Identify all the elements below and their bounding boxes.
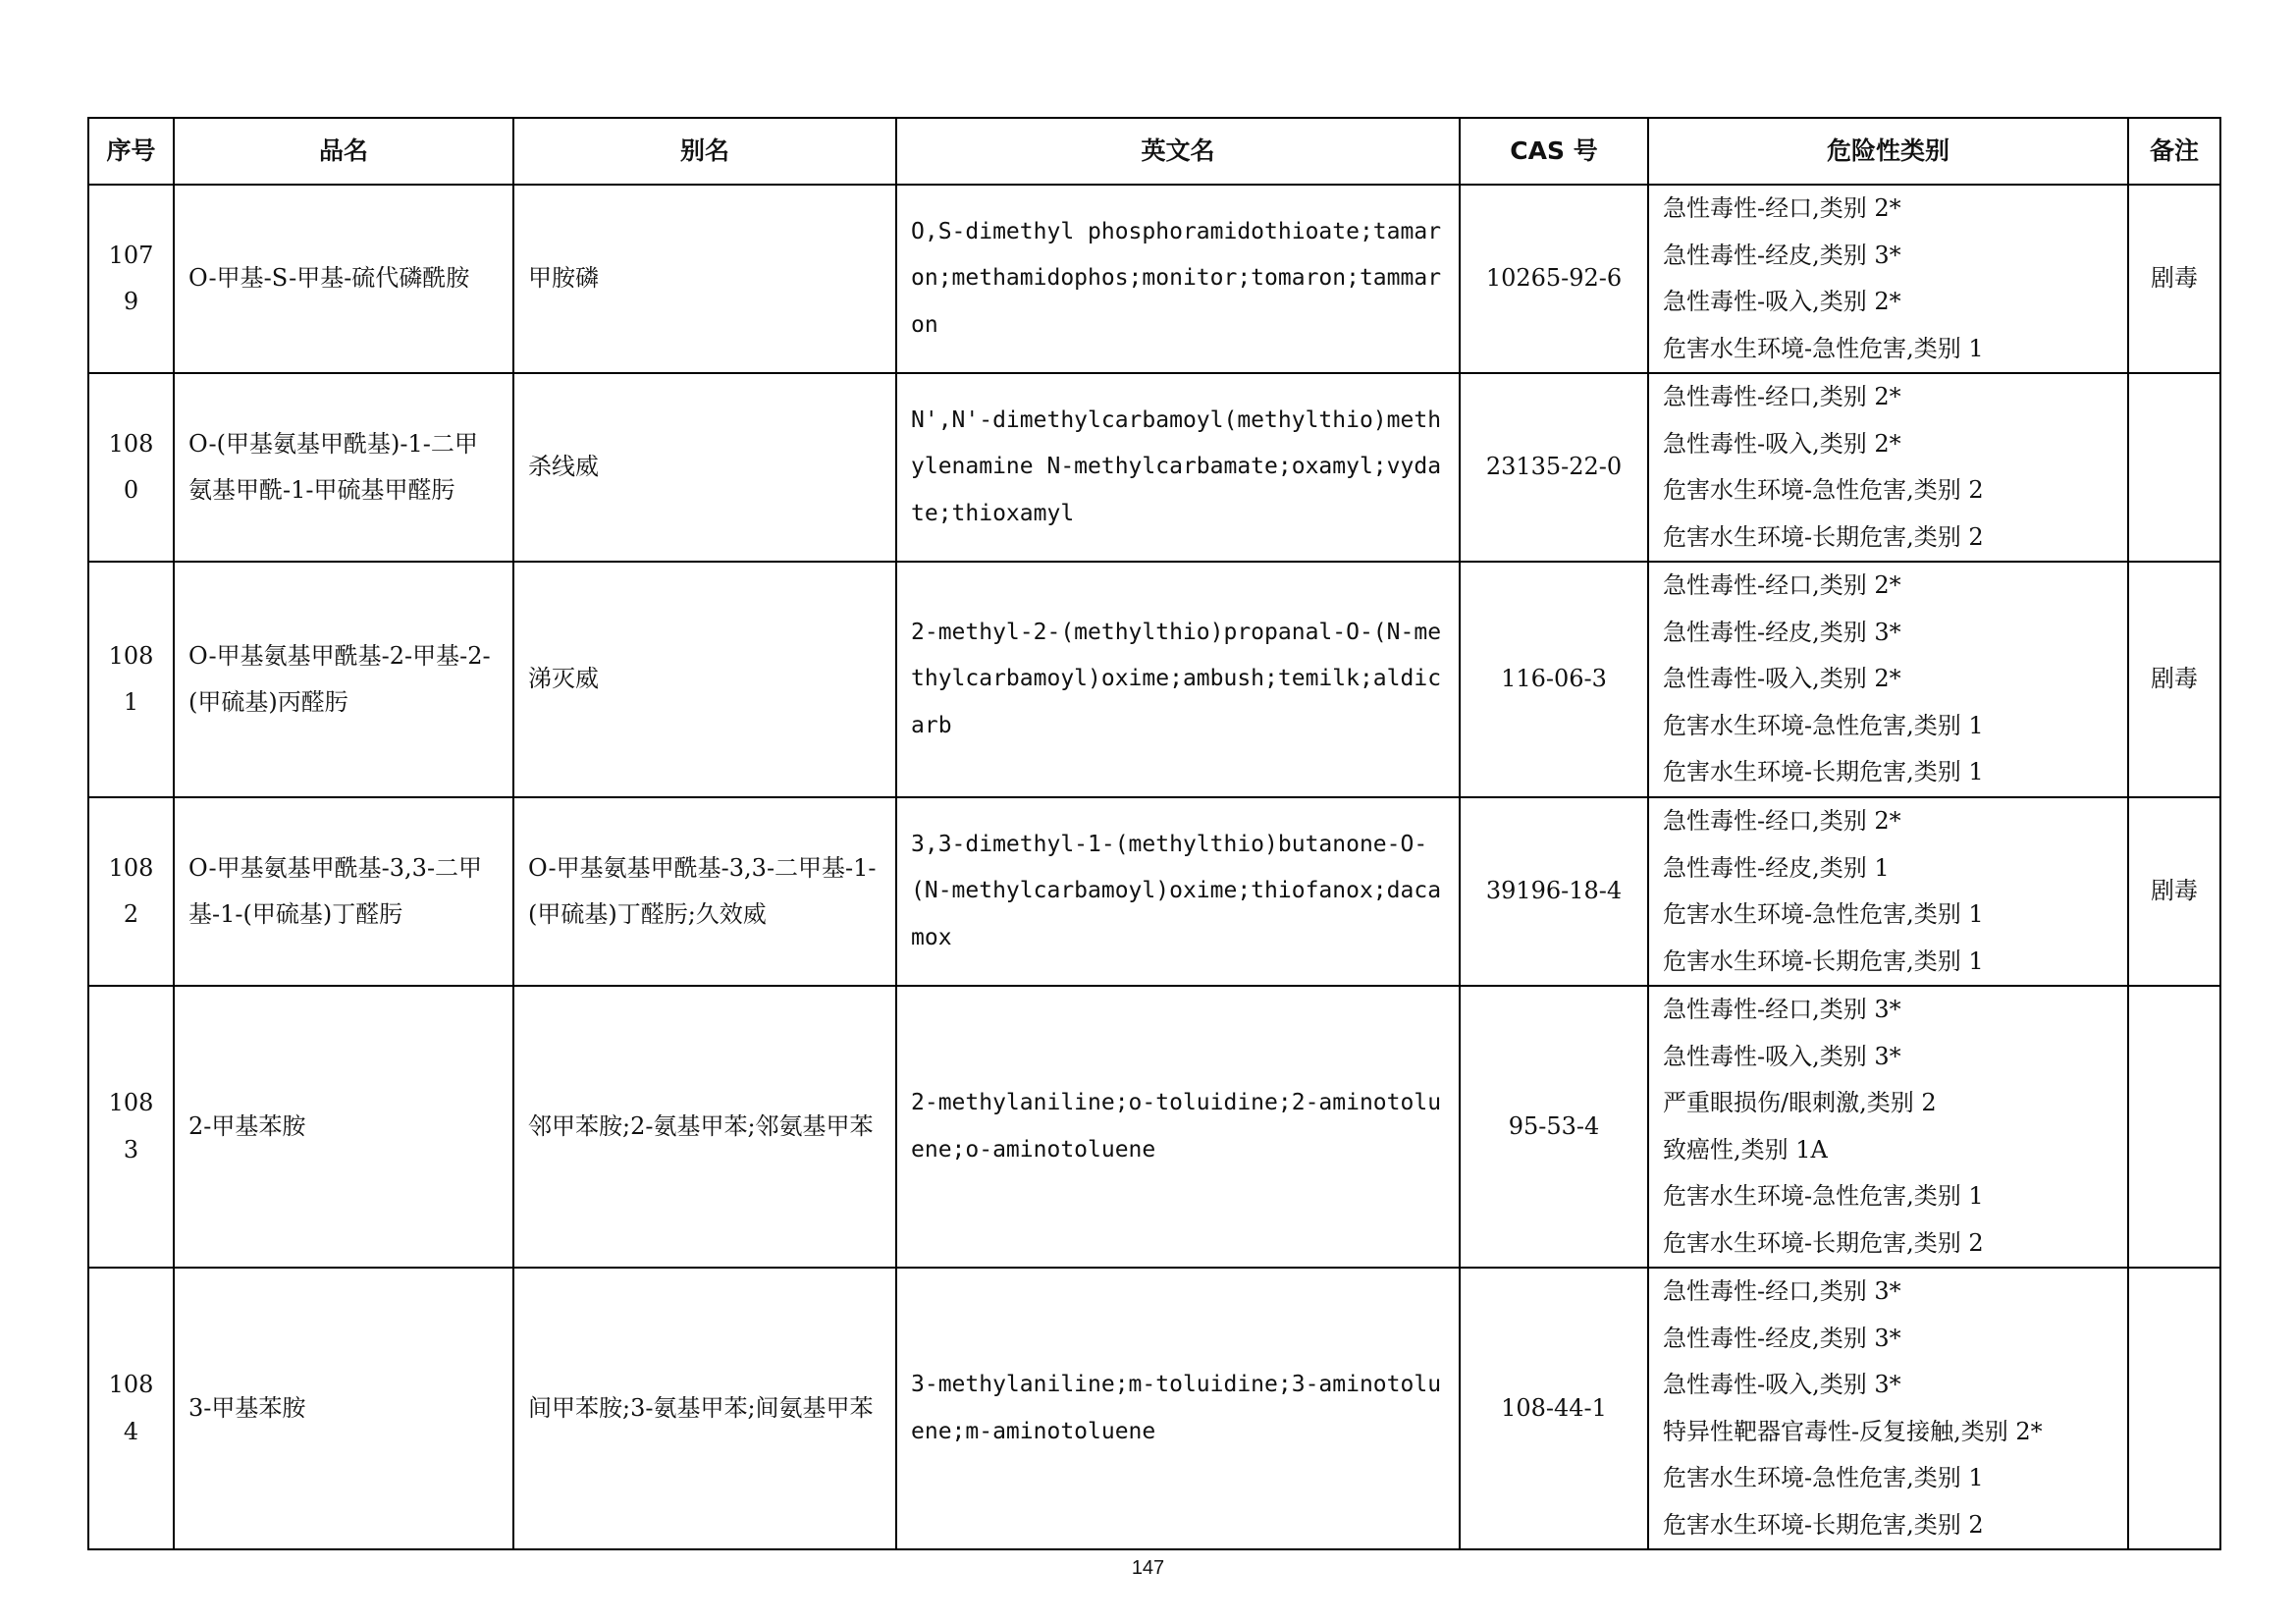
hazard-item: 危害水生环境-急性危害,类别 1 bbox=[1663, 334, 1984, 362]
row-hazards bbox=[1648, 986, 2128, 1268]
row-english-name: 3,3-dimethyl-1-(methylthio)butanone-O-(N-methylcarbamoyl)oxime;thiofanox;dacamox bbox=[896, 797, 1460, 986]
row-hazards bbox=[1648, 185, 2128, 373]
table-row bbox=[88, 185, 2220, 373]
table-row bbox=[88, 562, 2220, 797]
hazard-item: 致癌性,类别 1A bbox=[1663, 1135, 1828, 1164]
table-row bbox=[88, 1268, 2220, 1549]
row-hazards bbox=[1648, 797, 2128, 986]
hazard-item: 急性毒性-经口,类别 2* bbox=[1663, 194, 1901, 222]
row-remark: 剧毒 bbox=[2128, 185, 2220, 373]
row-english-name: 3-methylaniline;m-toluidine;3-aminotoluene;m-aminotoluene bbox=[896, 1268, 1460, 1549]
row-serial: 1079 bbox=[88, 185, 174, 373]
row-remark: 剧毒 bbox=[2128, 562, 2220, 797]
row-cas: 108-44-1 bbox=[1460, 1268, 1648, 1549]
row-remark: 剧毒 bbox=[2128, 797, 2220, 986]
hazard-item: 急性毒性-经口,类别 2* bbox=[1663, 383, 1901, 410]
hazard-item: 急性毒性-经口,类别 3* bbox=[1663, 1277, 1901, 1305]
row-hazards bbox=[1648, 373, 2128, 562]
hazard-item: 急性毒性-吸入,类别 3* bbox=[1663, 1042, 1901, 1070]
hazard-item: 危害水生环境-急性危害,类别 1 bbox=[1663, 711, 1984, 739]
row-name: O-(甲基氨基甲酰基)-1-二甲氨基甲酰-1-甲硫基甲醛肟 bbox=[174, 373, 513, 562]
row-english-name: 2-methylaniline;o-toluidine;2-aminotoluene;o-aminotoluene bbox=[896, 986, 1460, 1268]
row-english-name: O,S-dimethyl phosphoramidothioate;tamaron;methamidophos;monitor;tomaron;tammaron bbox=[896, 185, 1460, 373]
chemicals-table bbox=[87, 117, 2221, 1550]
row-hazards bbox=[1648, 1268, 2128, 1549]
hazard-item: 急性毒性-经口,类别 2* bbox=[1663, 807, 1901, 835]
row-serial: 1083 bbox=[88, 986, 174, 1268]
row-alias: 甲胺磷 bbox=[513, 185, 896, 373]
row-name: 2-甲基苯胺 bbox=[174, 986, 513, 1268]
header-name: 品名 bbox=[174, 118, 513, 185]
row-cas: 95-53-4 bbox=[1460, 986, 1648, 1268]
hazard-item: 危害水生环境-急性危害,类别 1 bbox=[1663, 900, 1984, 928]
hazard-item: 危害水生环境-长期危害,类别 2 bbox=[1663, 1510, 1984, 1539]
table-row bbox=[88, 797, 2220, 986]
hazard-item: 急性毒性-经皮,类别 1 bbox=[1663, 853, 1890, 882]
row-hazards bbox=[1648, 562, 2128, 797]
hazard-item: 危害水生环境-长期危害,类别 2 bbox=[1663, 1228, 1984, 1257]
hazard-item: 危害水生环境-急性危害,类别 1 bbox=[1663, 1182, 1984, 1210]
table-row bbox=[88, 986, 2220, 1268]
row-alias: 涕灭威 bbox=[513, 562, 896, 797]
hazard-item: 急性毒性-吸入,类别 3* bbox=[1663, 1371, 1901, 1398]
hazard-item: 急性毒性-经皮,类别 3* bbox=[1663, 241, 1901, 269]
header-remark: 备注 bbox=[2128, 118, 2220, 185]
row-cas: 10265-92-6 bbox=[1460, 185, 1648, 373]
hazard-item: 急性毒性-经皮,类别 3* bbox=[1663, 618, 1901, 646]
row-alias: 杀线威 bbox=[513, 373, 896, 562]
header-english-name: 英文名 bbox=[896, 118, 1460, 185]
page-number: 147 bbox=[1131, 1557, 1165, 1579]
hazard-item: 急性毒性-经口,类别 2* bbox=[1663, 571, 1901, 600]
hazard-item: 急性毒性-经口,类别 3* bbox=[1663, 996, 1901, 1023]
row-alias: 间甲苯胺;3-氨基甲苯;间氨基甲苯 bbox=[513, 1268, 896, 1549]
row-remark bbox=[2128, 986, 2220, 1268]
row-serial: 1081 bbox=[88, 562, 174, 797]
hazard-item: 危害水生环境-急性危害,类别 1 bbox=[1663, 1464, 1984, 1491]
row-remark bbox=[2128, 1268, 2220, 1549]
row-cas: 23135-22-0 bbox=[1460, 373, 1648, 562]
hazard-item: 严重眼损伤/眼刺激,类别 2 bbox=[1663, 1089, 1937, 1116]
header-cas: CAS 号 bbox=[1460, 118, 1648, 185]
row-cas: 39196-18-4 bbox=[1460, 797, 1648, 986]
row-english-name: 2-methyl-2-(methylthio)propanal-O-(N-methylcarbamoyl)oxime;ambush;temilk;aldicarb bbox=[896, 562, 1460, 797]
row-serial: 1080 bbox=[88, 373, 174, 562]
row-name: O-甲基-S-甲基-硫代磷酰胺 bbox=[174, 185, 513, 373]
hazard-item: 特异性靶器官毒性-反复接触,类别 2* bbox=[1663, 1417, 2043, 1445]
row-name: O-甲基氨基甲酰基-2-甲基-2-(甲硫基)丙醛肟 bbox=[174, 562, 513, 797]
row-remark bbox=[2128, 373, 2220, 562]
hazard-item: 危害水生环境-长期危害,类别 1 bbox=[1663, 758, 1984, 786]
hazard-item: 急性毒性-吸入,类别 2* bbox=[1663, 429, 1901, 458]
row-serial: 1082 bbox=[88, 797, 174, 986]
hazard-item: 急性毒性-经皮,类别 3* bbox=[1663, 1324, 1901, 1352]
table-header-row bbox=[88, 118, 2220, 185]
row-alias: 邻甲苯胺;2-氨基甲苯;邻氨基甲苯 bbox=[513, 986, 896, 1268]
hazard-item: 危害水生环境-长期危害,类别 1 bbox=[1663, 947, 1984, 975]
header-hazard-class: 危险性类别 bbox=[1648, 118, 2128, 185]
row-english-name: N',N'-dimethylcarbamoyl(methylthio)methylenamine N-methylcarbamate;oxamyl;vydate;thioxamyl bbox=[896, 373, 1460, 562]
row-cas: 116-06-3 bbox=[1460, 562, 1648, 797]
hazard-item: 急性毒性-吸入,类别 2* bbox=[1663, 288, 1901, 315]
hazard-item: 危害水生环境-急性危害,类别 2 bbox=[1663, 476, 1984, 504]
header-alias: 别名 bbox=[513, 118, 896, 185]
hazard-item: 危害水生环境-长期危害,类别 2 bbox=[1663, 522, 1984, 551]
row-name: 3-甲基苯胺 bbox=[174, 1268, 513, 1549]
table-row bbox=[88, 373, 2220, 562]
hazard-item: 急性毒性-吸入,类别 2* bbox=[1663, 665, 1901, 693]
header-serial: 序号 bbox=[88, 118, 174, 185]
row-name: O-甲基氨基甲酰基-3,3-二甲基-1-(甲硫基)丁醛肟 bbox=[174, 797, 513, 986]
row-serial: 1084 bbox=[88, 1268, 174, 1549]
row-alias: O-甲基氨基甲酰基-3,3-二甲基-1-(甲硫基)丁醛肟;久效威 bbox=[513, 797, 896, 986]
